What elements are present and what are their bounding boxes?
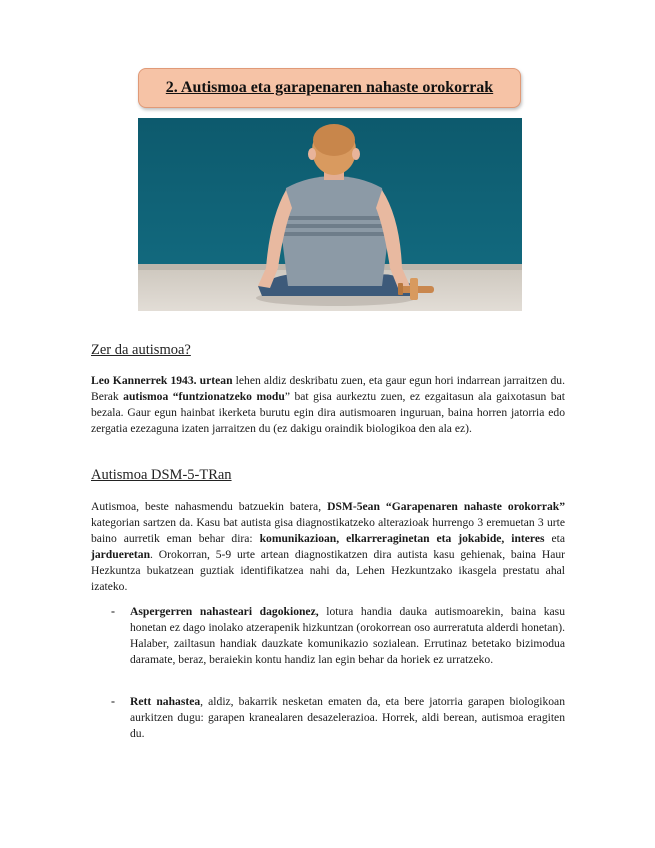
page-title: 2. Autismoa eta garapenaren nahaste orokorrak <box>165 79 494 96</box>
dsm-category: DSM-5ean “Garapenaren nahaste orokorrak” <box>327 500 566 513</box>
activities: jardueretan <box>91 548 151 561</box>
title-box <box>138 68 521 108</box>
bullet-rett: Rett nahastea, aldiz, bakarrik nesketan ematen da, eta bere jatorria garapen biologikoan aurkitzen dugu: garapen kranealaren desazelerazioa. Horrek, aldi berean, autismoa eragiten du. <box>130 695 565 740</box>
bullet-dash-rett: - <box>111 694 115 708</box>
paragraph-what-is-autism: Leo Kannerrek 1943. urtean lehen aldiz deskribatu zuen, eta gaur egun hori indarrean jarraitzen du. Berak autismoa “funtzionatzeko modu” bat gisa aurkeztu zuen, ez ezgaitasun ala gaixotasun bat bezala. Gaur egun hainbat ikerketa burutu egin dira autismoaren inguruan, baina horren jatorria edo zergatia ezezaguna izaten jarraitzen du (ez dakigu oraindik biologikoa den ala ez). <box>91 374 565 435</box>
paragraph-dsm: Autismoa, beste nahasmendu batzuekin batera, DSM-5ean “Garapenaren nahaste orokorrak” kategorian sartzen da. Kasu bat autista gisa diagnostikatzeko alterazioak hurrengo 3 eremuetan 3 urte baino aurretik eman behar dira: komunikazioan, elkarreraginetan eta jokabide, interes eta jardueretan. Orokorran, 5-9 urte artean diagnostikatzen dira autista kasu gehienak, baina Haur Hezkuntza bukatzean guztiak identifikatzea nahi da, Lehen Hezkuntzako ikasgela prestatu ahal izateko. <box>91 500 566 593</box>
functioning-mode: autismoa “funtzionatzeko modu <box>123 390 285 403</box>
rett-label: Rett nahastea <box>130 695 201 708</box>
bullet-asperger: Aspergerren nahasteari dagokionez, lotura handia dauka autismoarekin, baina kasu honetan ez dago inolako atzerapenik hizkuntzan (orokorrean oso aurreratuta alderdi honetan). Halaber, zailtasun handiak dauzkate komunikazio sozialean. Errutinaz betetako bizimodua daramate, beraz, beraiekin kontu handiz lan egin behar da horiek ez urratzeko. <box>130 605 565 666</box>
kanner-1943: Leo Kannerrek 1943. urtean <box>91 374 233 387</box>
asperger-label: Aspergerren nahasteari dagokionez, <box>130 605 319 618</box>
section-heading-dsm: Autismoa DSM-5-TRan <box>91 467 232 483</box>
bullet-dash-asperger: - <box>111 604 115 618</box>
section-heading-what-is-autism: Zer da autismoa? <box>91 342 191 358</box>
areas-list: komunikazioan, elkarreraginetan eta jokabide, interes <box>259 532 545 545</box>
child-photo <box>138 118 522 311</box>
